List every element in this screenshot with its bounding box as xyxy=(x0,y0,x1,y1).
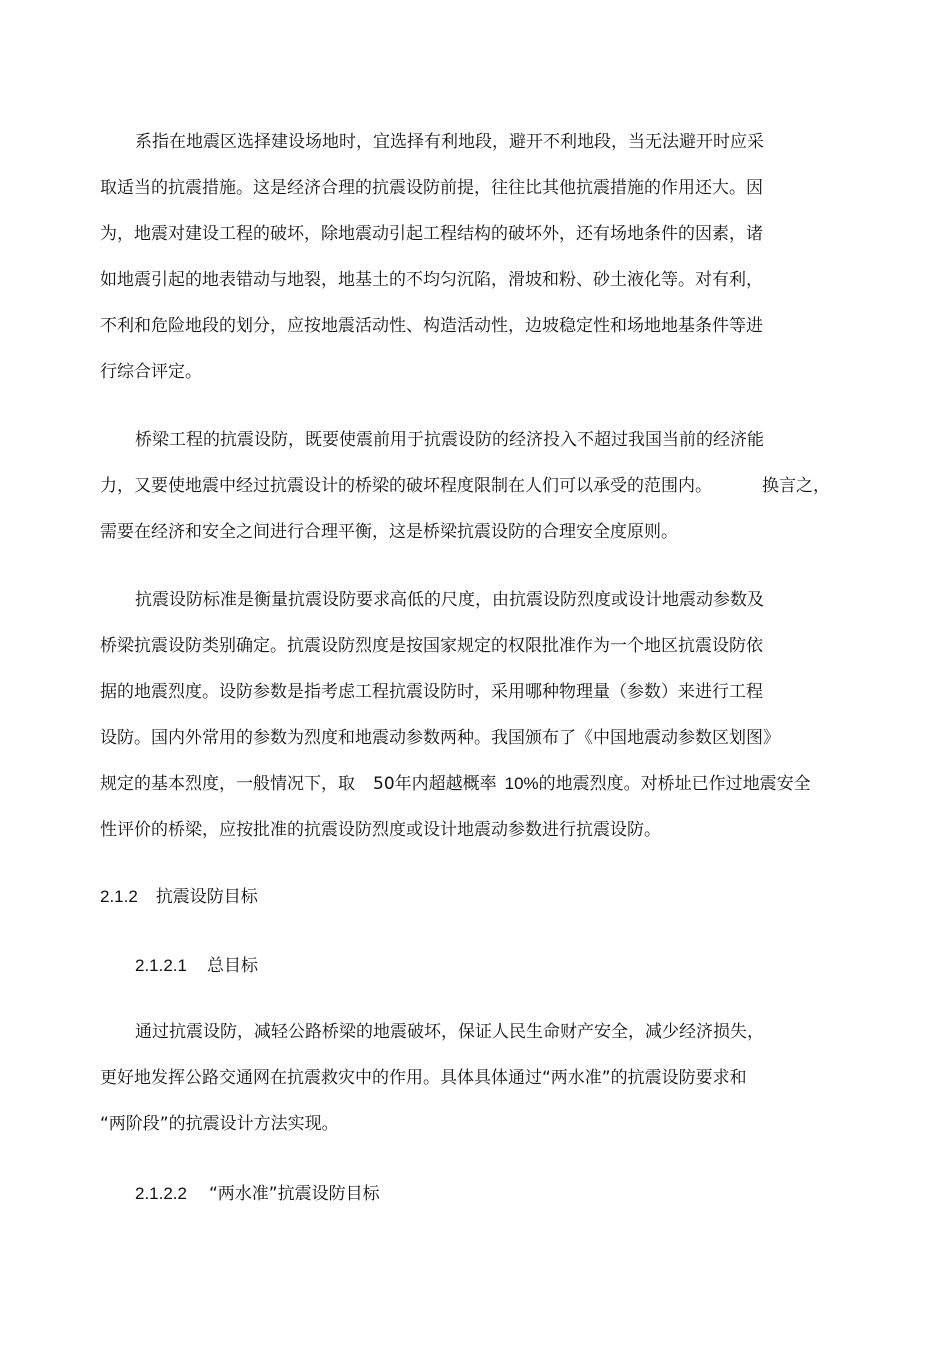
heading-2-1-2-2-number: 2.1.2.2 xyxy=(135,1184,187,1203)
heading-2-1-2-2 xyxy=(135,1183,380,1205)
p3-line-5 xyxy=(100,773,811,795)
p3-line-4: 设防。国内外常用的参数为烈度和地震动参数两种。我国颁布了《中国地震动参数区划图》 xyxy=(100,728,780,748)
p2-line-2-tail: 换言之， xyxy=(762,476,830,496)
p3-line-5-b: 50年内超越概率 xyxy=(373,774,497,794)
heading-2-1-2-1-title: 总目标 xyxy=(207,956,258,976)
heading-2-1-2-title: 抗震设防目标 xyxy=(155,887,258,907)
p3-line-3: 据的地震烈度。设防参数是指考虑工程抗震设防时，采用哪种物理量（参数）来进行工程 xyxy=(100,682,763,702)
p1-line-4: 如地震引起的地表错动与地裂，地基土的不均匀沉陷，滑坡和粉、砂土液化等。对有利， xyxy=(100,270,763,290)
p3-line-5-a: 规定的基本烈度，一般情况下，取 xyxy=(100,774,355,794)
p1-line-3: 为，地震对建设工程的破坏，除地震动引起工程结构的破坏外，还有场地条件的因素，诸 xyxy=(100,224,763,244)
p1-line-6: 行综合评定。 xyxy=(100,362,202,382)
p3-line-1: 抗震设防标准是衡量抗震设防要求高低的尺度，由抗震设防烈度或设计地震动参数及 xyxy=(135,590,764,610)
p1-line-2: 取适当的抗震措施。这是经济合理的抗震设防前提，往往比其他抗震措施的作用还大。因 xyxy=(100,178,763,198)
heading-2-1-2-1-number: 2.1.2.1 xyxy=(135,956,187,975)
heading-2-1-2-2-title: “两水准”抗震设防目标 xyxy=(209,1184,380,1204)
heading-2-1-2-1 xyxy=(135,955,258,977)
p4-line-2: 更好地发挥公路交通网在抗震救灾中的作用。具体具体通过“两水准”的抗震设防要求和 xyxy=(100,1068,747,1088)
p4-line-3: “两阶段”的抗震设计方法实现。 xyxy=(100,1114,339,1134)
p3-line-5-d: 的地震烈度。对桥址已作过地震安全 xyxy=(538,774,811,794)
p2-line-2-text: 力，又要使地震中经过抗震设计的桥梁的破坏程度限制在人们可以承受的范围内。 xyxy=(100,476,712,496)
p1-line-1: 系指在地震区选择建设场地时，宜选择有利地段，避开不利地段，当无法避开时应采 xyxy=(135,132,764,152)
p3-line-5-percent: 10% xyxy=(504,774,539,793)
heading-2-1-2 xyxy=(100,886,258,908)
heading-2-1-2-number: 2.1.2 xyxy=(100,887,138,906)
p1-line-5: 不利和危险地段的划分，应按地震活动性、构造活动性，边坡稳定性和场地地基条件等进 xyxy=(100,316,763,336)
p2-line-3: 需要在经济和安全之间进行合理平衡，这是桥梁抗震设防的合理安全度原则。 xyxy=(100,522,678,542)
p2-line-2 xyxy=(100,475,830,497)
p3-line-2: 桥梁抗震设防类别确定。抗震设防烈度是按国家规定的权限批准作为一个地区抗震设防依 xyxy=(100,636,763,656)
p4-line-1: 通过抗震设防，减轻公路桥梁的地震破坏，保证人民生命财产安全，减少经济损失， xyxy=(135,1022,764,1042)
p2-line-1: 桥梁工程的抗震设防，既要使震前用于抗震设防的经济投入不超过我国当前的经济能 xyxy=(135,430,764,450)
p3-line-6: 性评价的桥梁，应按批准的抗震设防烈度或设计地震动参数进行抗震设防。 xyxy=(100,820,661,840)
